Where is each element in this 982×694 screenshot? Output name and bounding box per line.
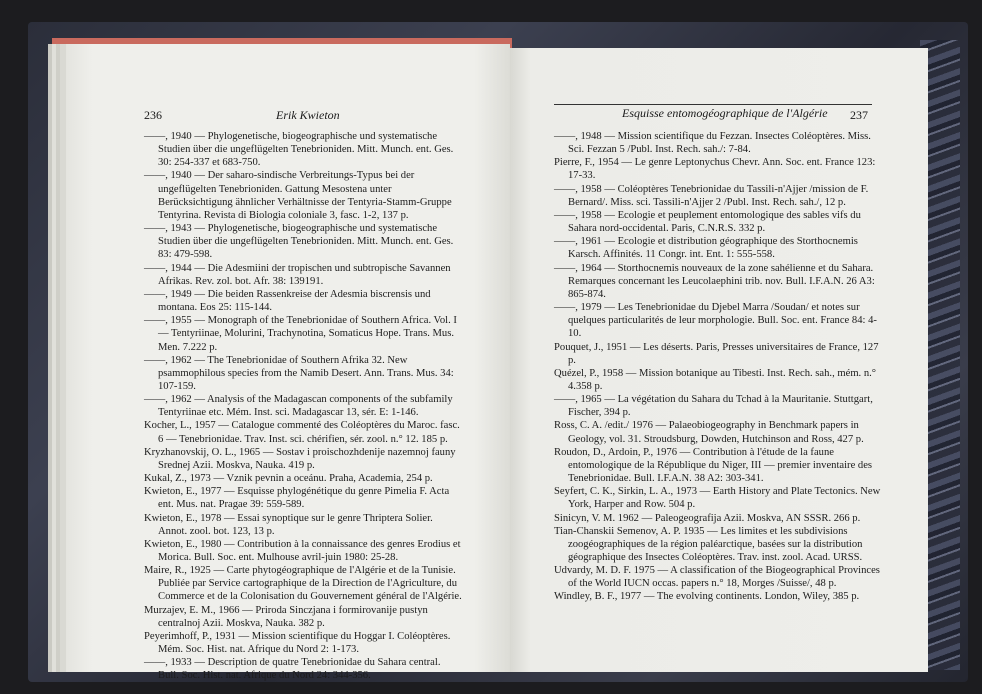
bibliography-entry: ——, 1965 — La végétation du Sahara du Tchad à la Mauritanie. Stuttgart, Fischer, 394 p. [554, 394, 873, 419]
bibliography-entry: ——, 1961 — Ecologie et distribution géographique des Storthocnemis Karsch. Affinités. 11 Congr. int. Ent. 1: 555-558. [554, 236, 858, 261]
left-bibliography [144, 130, 462, 683]
bibliography-entry: ——, 1962 — Analysis of the Madagascan components of the subfamily Tentyriinae etc. Mém. Inst. sci. Madagascar 13, sér. E: 1-146. [144, 394, 453, 419]
right-header-rule [554, 104, 872, 105]
bibliography-entry: ——, 1940 — Der saharo-sindische Verbreitungs-Typus bei der ungeflügelten Tenebrioniden. Gattung Mesostena unter Berücksichtigung ähnlicher Verhältnisse der Tentyria-Stamm-Gruppe Tentyrina. Revista di Biologia coloniale 3, fasc. 1-2, 137 p. [144, 170, 452, 221]
bibliography-entry: Kocher, L., 1957 — Catalogue commenté des Coléoptères du Maroc. fasc. 6 — Tenebrionidae. Trav. Inst. sci. chérifien, sér. zool. n.° 12. 185 p. [144, 420, 460, 445]
bibliography-entry: Kukal, Z., 1973 — Vznik pevnin a oceánu. Praha, Academia, 254 p. [144, 473, 433, 485]
bibliography-entry: Peyerimhoff, P., 1931 — Mission scientifique du Hoggar I. Coléoptères. Mém. Soc. Hist. nat. Afrique du Nord 2: 1-173. [144, 630, 451, 656]
bibliography-entry: Maire, R., 1925 — Carte phytogéographique de l'Algérie et de la Tunisie. Publiée par Service cartographique de la Direction de l'Agriculture, du Commerce et de la Colonisation du Gouvernement général de l'Algérie. [144, 565, 462, 603]
bibliography-entry: ——, 1979 — Les Tenebrionidae du Djebel Marra /Soudan/ et notes sur quelques particularités de leur morphologie. Bull. Soc. ent. France 84: 4-10. [554, 302, 877, 340]
bibliography-entry: ——, 1949 — Die beiden Rassenkreise der Adesmia biscrensis und montana. Eos 25: 115-144. [144, 288, 431, 314]
bibliography-entry: ——, 1933 — Description de quatre Tenebrionidae du Sahara central. Bull. Soc. Hist. nat. Afrique du Nord 24: 344-356. [144, 657, 441, 682]
bibliography-entry: ——, 1944 — Die Adesmiini der tropischen und subtropische Savannen Afrikas. Rev. zol. bot. Afr. 38: 139191. [144, 262, 451, 287]
bibliography-entry: Seyfert, C. K., Sirkin, L. A., 1973 — Earth History and Plate Tectonics. New York, Harper and Row. 504 p. [554, 486, 881, 511]
bibliography-entry: Roudon, D., Ardoin, P., 1976 — Contribution à l'étude de la faune entomologique de la République du Niger, III — premier inventaire des Tenebrionidae. Bull. I.F.A.N. 38 A2: 303-341. [554, 446, 873, 485]
bibliography-entry: Tian-Chanskii Semenov, A. P. 1935 — Les limites et les subdivisions zoogéographiques de la région paléarctique, basées sur la distribution géographique des Insectes Coléoptères. Trav. inst. zool. Acad. URSS. [554, 525, 863, 563]
bibliography-entry: ——, 1955 — Monograph of the Tenebrionidae of Southern Africa. Vol. I — Tentyriinae, Molurini, Trachynotina, Somaticus Hope. Trans. Mus. Men. 7.222 p. [144, 315, 457, 353]
bibliography-entry: Sinicyn, V. M. 1962 — Paleogeografija Azii. Moskva, AN SSSR. 266 p. [554, 512, 861, 524]
right-page [510, 48, 928, 672]
bibliography-entry: Kwieton, E., 1977 — Esquisse phylogénétique du genre Pimelia F. Acta ent. Mus. nat. Pragae 39: 559-589. [144, 486, 450, 511]
bibliography-entry: Kryzhanovskij, O. L., 1965 — Sostav i proischozhdenije nazemnoj fauny Srednej Azii. Moskva, Nauka. 419 p. [144, 446, 456, 471]
left-running-head: Erik Kwieton [276, 108, 340, 122]
left-page-number: 236 [144, 108, 162, 122]
bibliography-entry: ——, 1958 — Ecologie et peuplement entomologique des sables vifs du Sahara nord-occidental. Paris, C.N.R.S. 332 p. [554, 209, 861, 235]
bibliography-entry: ——, 1964 — Storthocnemis nouveaux de la zone sahélienne et du Sahara. Remarques concernant les Leucolaephini trib. nov. Bull. I.F.A.N. 26 A3: 865-874. [554, 262, 875, 300]
bibliography-entry: Murzajev, E. M., 1966 — Priroda Sinczjana i formirovanije pustyn centralnoj Azii. Moskva, Nauka. 382 p. [144, 604, 428, 629]
bibliography-entry: Kwieton, E., 1978 — Essai synoptique sur le genre Thriptera Solier. Annot. zool. bot. 123, 13 p. [144, 512, 433, 537]
bibliography-entry: Pouquet, J., 1951 — Les déserts. Paris, Presses universitaires de France, 127 p. [554, 341, 879, 366]
bibliography-entry: ——, 1948 — Mission scientifique du Fezzan. Insectes Coléoptères. Miss. Sci. Fezzan 5 /Publ. Inst. Rech. sah./: 7-84. [554, 131, 871, 156]
bibliography-entry: ——, 1943 — Phylogenetische, biogeographische und systematische Studien über die ungeflügelten Tenebrioniden. Mitt. Munch. ent. Ges. 83: 479-598. [144, 223, 454, 261]
bibliography-entry: Windley, B. F., 1977 — The evolving continents. London, Wiley, 385 p. [554, 591, 860, 603]
bibliography-entry: Kwieton, E., 1980 — Contribution à la connaissance des genres Erodius et Morica. Bull. Soc. ent. Mulhouse avril-juin 1980: 25-28. [144, 538, 461, 563]
bibliography-entry: Ross, C. A. /edit./ 1976 — Palaeobiogeography in Benchmark papers in Geology, vol. 31. Stroudsburg, Dowden, Hutchinson and Ross, 427 p. [554, 420, 864, 445]
bibliography-entry: Pierre, F., 1954 — Le genre Leptonychus Chevr. Ann. Soc. ent. France 123: 17-33. [554, 157, 876, 182]
bibliography-entry: ——, 1958 — Coléoptères Tenebrionidae du Tassili-n'Ajjer /mission de F. Bernard/. Miss. sci. Tassili-n'Ajjer 2 /Publ. Inst. Rech. sah./, 12 p. [554, 183, 869, 208]
bibliography-entry: Udvardy, M. D. F. 1975 — A classification of the Biogeographical Provinces of the World IUCN occas. papers n.° 18, Morges /Suisse/, 48 p. [554, 565, 880, 590]
right-running-head: Esquisse entomogéographique de l'Algérie [622, 106, 828, 120]
right-page-number: 237 [850, 108, 868, 122]
right-bibliography [554, 130, 884, 604]
left-page [66, 44, 510, 682]
bibliography-entry: Quézel, P., 1958 — Mission botanique au Tibesti. Inst. Rech. sah., mém. n.° 4.358 p. [554, 367, 877, 392]
bibliography-entry: ——, 1940 — Phylogenetische, biogeographische und systematische Studien über die ungeflügelten Tenebrioniden. Mitt. Munch. ent. Ges. 30: 254-337 et 683-750. [144, 131, 454, 169]
bibliography-entry: ——, 1962 — The Tenebrionidae of Southern Afrika 32. New psammophilous species from the Namib Desert. Ann. Trans. Mus. 34: 107-159. [144, 354, 454, 392]
